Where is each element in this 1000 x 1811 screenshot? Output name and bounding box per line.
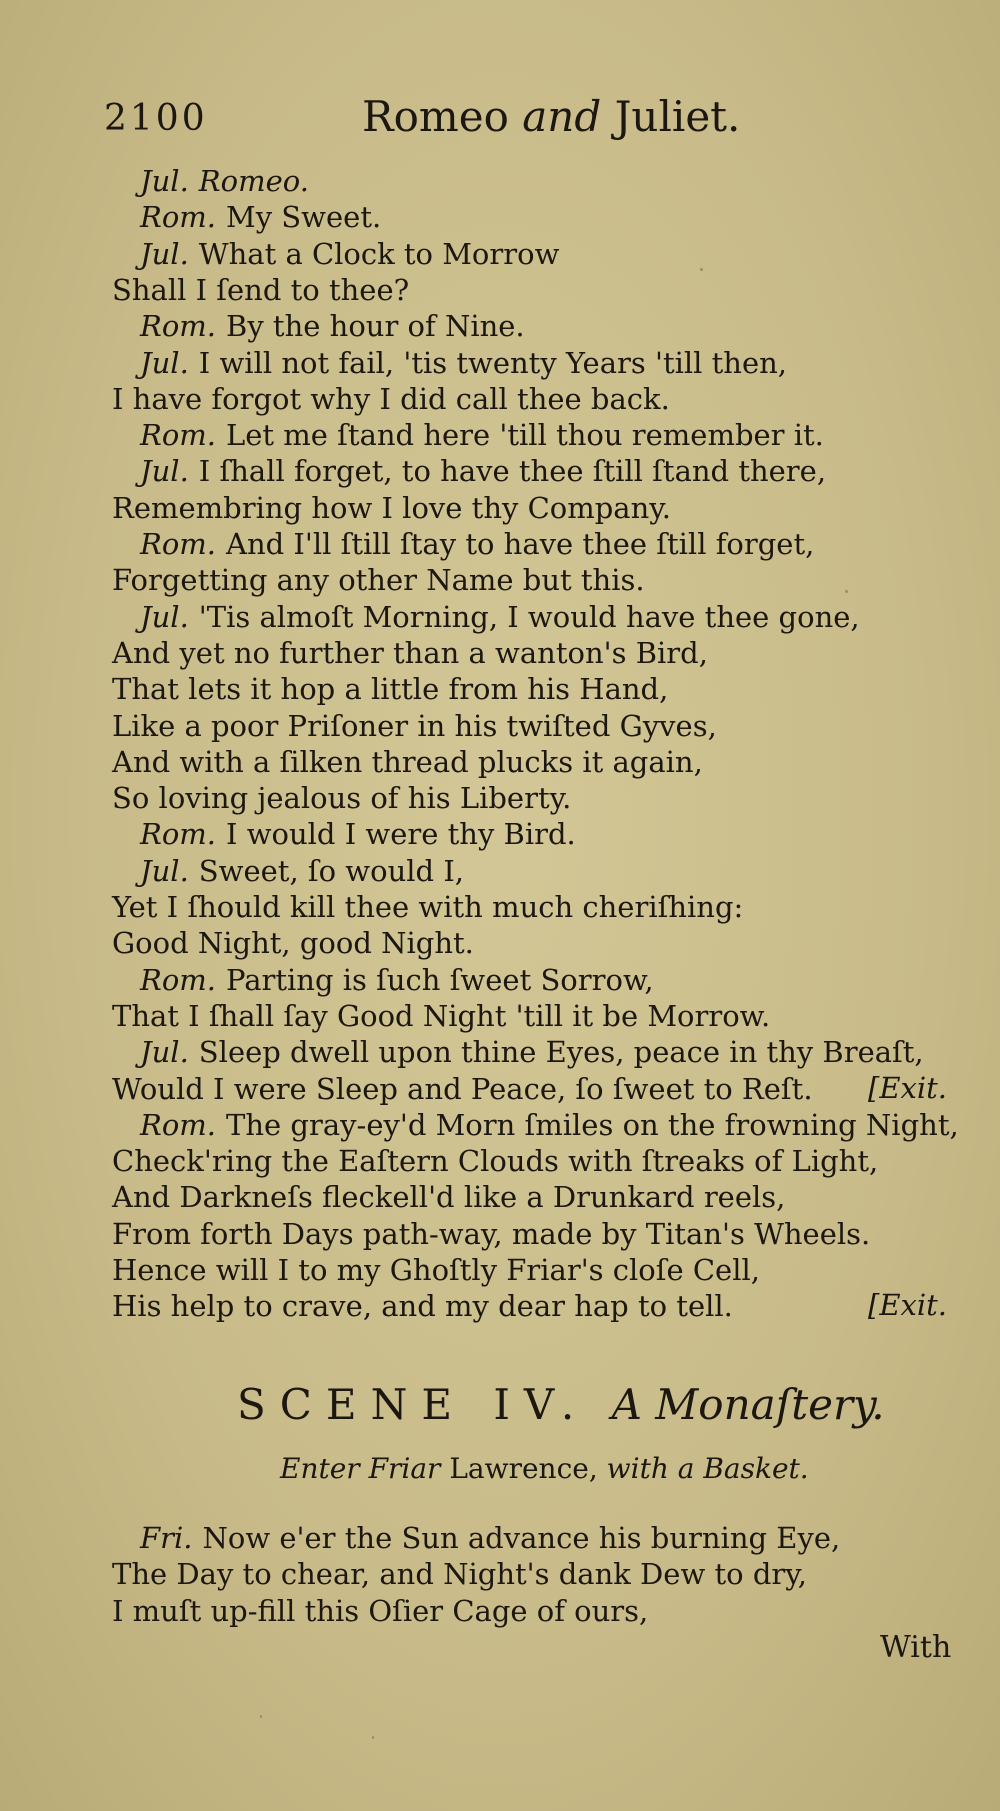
text-line [112,1252,760,1288]
text-line [112,490,671,526]
speaker-label: Jul. [140,853,189,888]
line-text: That lets it hop a little from his Hand, [112,672,669,707]
line-text: That I ſhall ſay Good Night 'till it be Morrow. [112,998,771,1033]
speaker-label: Rom. [140,418,217,453]
text-line [140,1034,924,1070]
text-line [140,345,787,381]
speaker-label: Fri. [140,1521,193,1555]
line-text: Parting is ſuch ſweet Sorrow, [226,962,654,997]
text-line [112,708,717,744]
text-line [140,599,860,635]
text-line [140,308,525,344]
line-text: Check'ring the Eaſtern Clouds with ſtreaks of Light, [112,1144,879,1179]
paper-speck [700,268,703,271]
line-text: I muſt up-fill this Oſier Cage of ours, [112,1593,649,1628]
line-text: Sweet, ſo would I, [198,853,465,888]
paper-speck [845,590,848,593]
text-line [112,1179,785,1215]
speaker-label: Jul. [140,454,189,489]
running-header [100,92,960,152]
text-line [112,925,474,961]
speaker-label: Rom. [140,309,217,344]
line-text: The gray-ey'd Morn ſmiles on the frowning Night, [226,1107,959,1142]
line-text: Yet I ſhould kill thee with much cheriſhing: [112,890,744,924]
line-text: Would I were Sleep and Peace, ſo ſweet to Reſt. [112,1071,813,1106]
text-line [140,526,814,562]
text-line [140,1107,959,1143]
line-text: 'Tis almoſt Morning, I would have thee gone, [198,599,860,634]
exit-direction: [Exit. [868,1070,947,1105]
text-line [140,236,559,272]
speaker-label: Rom. [140,962,217,997]
speaker-label: Rom. [140,200,217,235]
text-line [112,671,668,707]
line-text: His help to crave, and my dear hap to tell. [112,1289,733,1324]
text-line [112,1071,813,1107]
line-text: Forgetting any other Name but this. [112,563,645,598]
line-text: Hence will I to my Ghoſtly Friar's cloſe Cell, [112,1253,760,1287]
line-text: Now e'er the Sun advance his burning Eye, [202,1521,841,1555]
text-line [112,998,770,1034]
text-line [112,1143,878,1179]
line-text: I would I were thy Bird. [226,817,576,852]
paper-speck [372,1736,374,1739]
text-line [112,1556,807,1592]
line-text: Good Night, good Night. [112,926,474,961]
line-text: Let me ſtand here 'till thou remember it. [226,418,824,453]
line-text: And Darkneſs fleckell'd like a Drunkard reels, [112,1180,786,1215]
text-line [112,635,708,671]
text-line [140,816,576,852]
text-line [112,1216,870,1252]
paper-speck [260,1715,262,1718]
line-text: Shall I ſend to thee? [112,272,410,307]
text-line [112,744,703,780]
speaker-label: Jul. [140,1035,189,1070]
text-line [140,1520,840,1556]
text-line [140,417,824,453]
scene-location: A Monaſtery. [611,1380,885,1429]
line-text: I have forgot why I did call thee back. [112,381,670,416]
line-text: Romeo. [198,164,309,198]
text-line [112,780,571,816]
line-text: My Sweet. [226,200,382,235]
text-line [112,272,409,308]
line-text: What a Clock to Morrow [198,236,560,271]
page-number: 2100 [104,98,208,139]
text-line [140,962,654,998]
speaker-label: Jul. [140,164,189,198]
line-text: Sleep dwell upon thine Eyes, peace in thy Breaſt, [198,1035,924,1070]
speaker-label: Jul. [140,599,189,634]
speaker-label: Rom. [140,527,217,561]
scene-number: SCENE IV. [237,1380,589,1429]
text-line [112,1288,733,1324]
line-text: Like a poor Priſoner in his twiſted Gyves, [112,708,717,743]
text-line [140,199,381,235]
line-text: I will not fail, 'tis twenty Years 'till then, [198,345,788,380]
speaker-label: Jul. [140,236,189,271]
running-title: Romeo and Juliet. [362,92,741,141]
text-line [140,853,464,889]
text-line [112,1593,648,1629]
text-line [112,889,743,925]
exit-direction: [Exit. [868,1288,947,1323]
scene-heading [237,1380,885,1429]
line-text: And yet no further than a wanton's Bird, [112,635,708,670]
speaker-label: Jul. [140,345,189,380]
line-text: From forth Days path-way, made by Titan's Wheels. [112,1216,871,1251]
text-line [140,453,826,489]
text-line [140,163,309,199]
line-text: And with a ſilken thread plucks it again, [112,744,703,779]
text-line [112,562,645,598]
line-text: The Day to chear, and Night's dank Dew to dry, [112,1557,808,1592]
line-text: Remembring how I love thy Company. [112,490,672,525]
line-text: So loving jealous of his Liberty. [112,781,572,816]
text-line [112,381,670,417]
catchword: With [880,1630,952,1665]
stage-direction: Enter Friar Lawrence, with a Basket. [280,1452,809,1485]
line-text: By the hour of Nine. [226,309,525,344]
speaker-label: Rom. [140,1107,217,1142]
speaker-label: Rom. [140,817,217,852]
line-text: I ſhall forget, to have thee ſtill ſtand there, [198,454,827,489]
line-text: And I'll ſtill ſtay to have thee ſtill forget, [226,527,815,561]
